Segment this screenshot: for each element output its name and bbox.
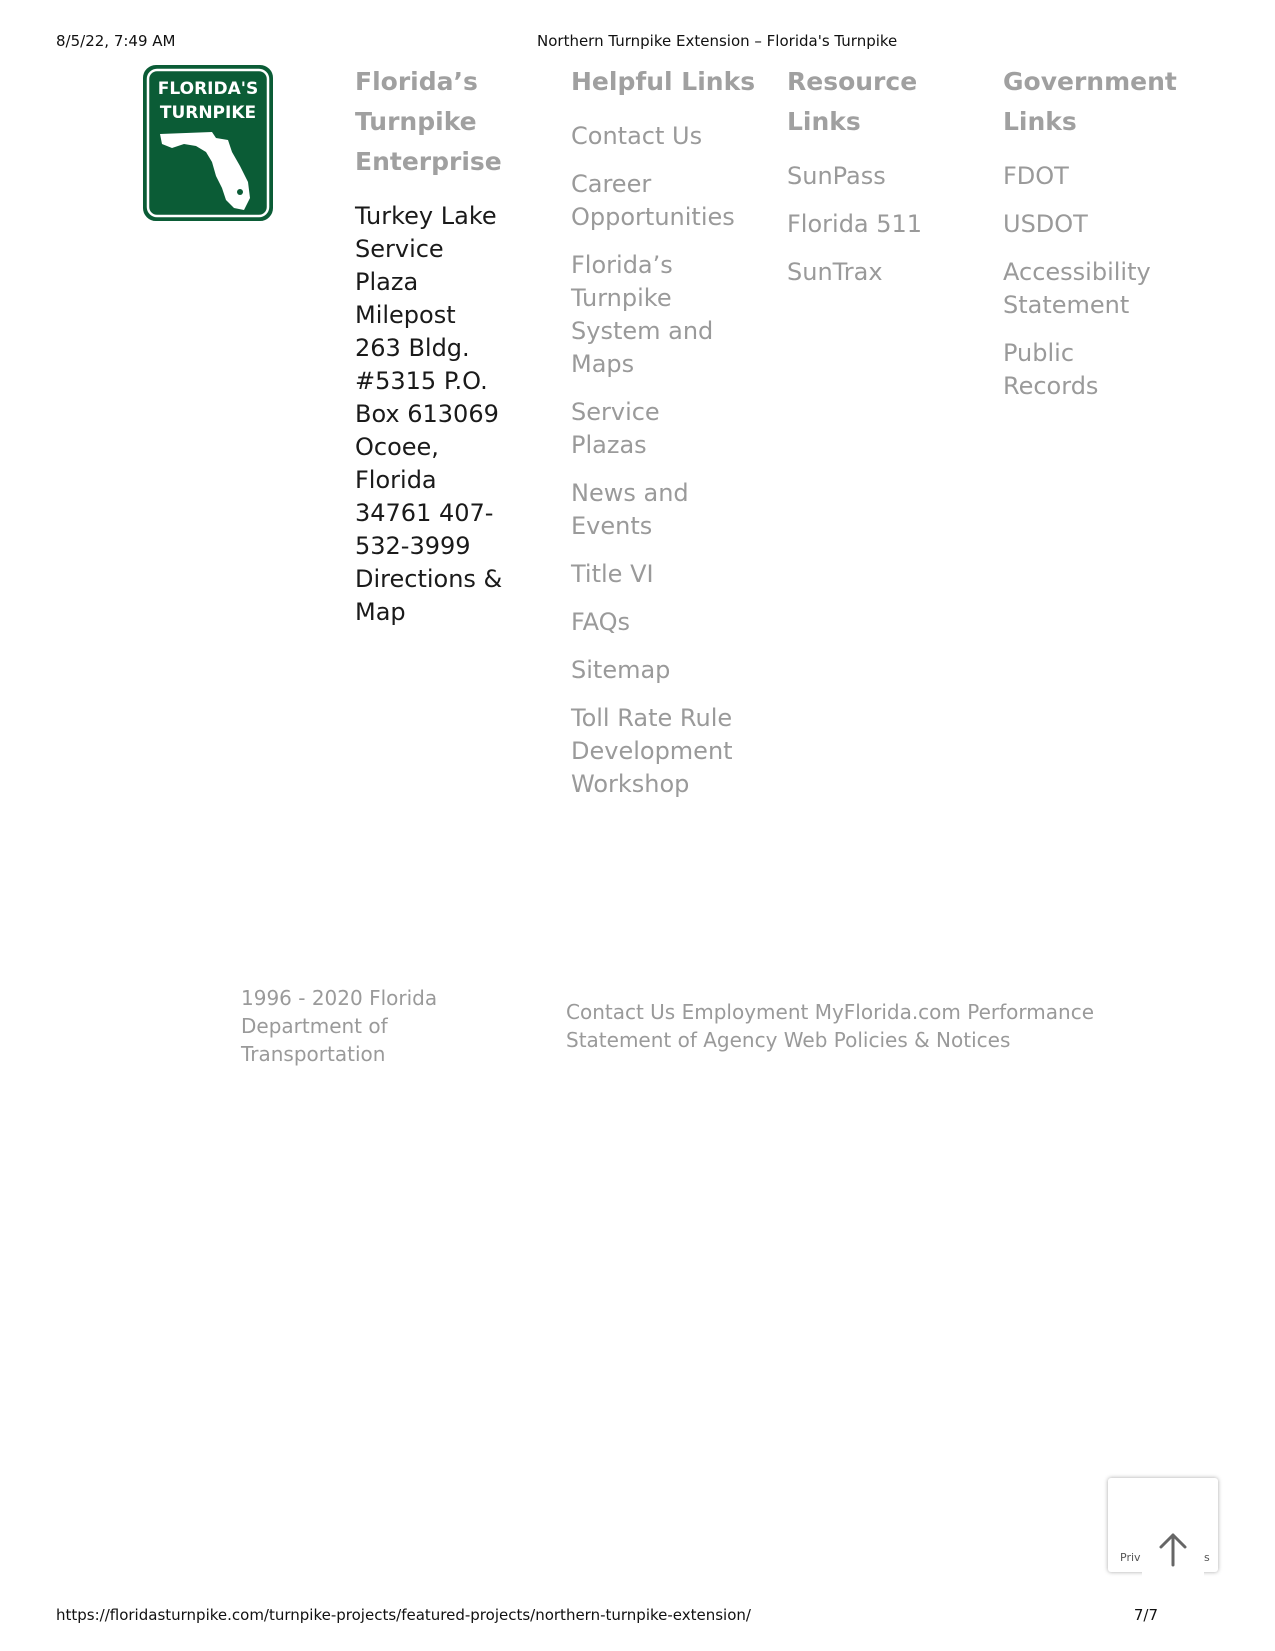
footer-link-performance[interactable]: Performance	[967, 1000, 1095, 1024]
link-florida-511[interactable]: Florida 511	[787, 210, 923, 238]
enterprise-column	[355, 62, 505, 629]
link-suntrax[interactable]: SunTrax	[787, 258, 883, 286]
link-news-and-events[interactable]: News and Events	[571, 479, 689, 540]
link-public-records[interactable]: Public Records	[1003, 339, 1099, 400]
link-sunpass[interactable]: SunPass	[787, 162, 886, 190]
link-service-plazas[interactable]: Service Plazas	[571, 398, 660, 459]
government-links-list	[1003, 160, 1203, 403]
link-fdot[interactable]: FDOT	[1003, 162, 1069, 190]
logo-text-line2: TURNPIKE	[159, 103, 257, 123]
print-url: https://floridasturnpike.com/turnpike-projects/featured-projects/northern-turnpike-extension/	[56, 1606, 751, 1624]
enterprise-address[interactable]: Turkey Lake Service Plaza Milepost 263 Bldg. #5315 P.O. Box 613069 Ocoee, Florida 34761 407-532-3999 Directions & Map	[355, 202, 503, 626]
logo-text-line1: FLORIDA'S	[157, 79, 259, 99]
helpful-links-list	[571, 120, 771, 801]
footer-link-myflorida[interactable]: MyFlorida.com	[814, 1000, 961, 1024]
resource-links-heading: Resource Links	[787, 67, 918, 136]
link-faqs[interactable]: FAQs	[571, 608, 630, 636]
floridas-turnpike-logo[interactable]	[142, 64, 274, 222]
link-sitemap[interactable]: Sitemap	[571, 656, 671, 684]
link-career-opportunities[interactable]: Career Opportunities	[571, 170, 735, 231]
link-usdot[interactable]: USDOT	[1003, 210, 1088, 238]
footer-links	[566, 998, 1126, 1054]
enterprise-heading: Florida’s Turnpike Enterprise	[355, 67, 502, 176]
link-contact-us[interactable]: Contact Us	[571, 122, 703, 150]
print-page-number: 7/7	[1133, 1606, 1158, 1624]
footer-link-web-policies[interactable]: Web Policies & Notices	[783, 1028, 1011, 1052]
print-datetime: 8/5/22, 7:49 AM	[56, 32, 176, 50]
recaptcha-privacy-text[interactable]: Priv	[1120, 1551, 1141, 1564]
link-system-and-maps[interactable]: Florida’s Turnpike System and Maps	[571, 251, 714, 378]
print-page-title: Northern Turnpike Extension – Florida's Turnpike	[537, 32, 898, 50]
government-links-column	[1003, 62, 1203, 418]
footer-link-statement-of-agency[interactable]: Statement of Agency	[566, 1028, 778, 1052]
link-accessibility-statement[interactable]: Accessibility Statement	[1003, 258, 1151, 319]
back-to-top-button[interactable]	[1142, 1520, 1204, 1580]
link-title-vi[interactable]: Title VI	[571, 560, 654, 588]
link-toll-rate-rule-workshop[interactable]: Toll Rate Rule Development Workshop	[571, 704, 733, 798]
resource-links-column	[787, 62, 987, 304]
helpful-links-column	[571, 62, 771, 816]
recaptcha-terms-text[interactable]: s	[1204, 1551, 1210, 1564]
government-links-heading: Government Links	[1003, 67, 1177, 136]
helpful-links-heading: Helpful Links	[571, 67, 756, 96]
resource-links-list	[787, 160, 987, 289]
footer-link-contact-us[interactable]: Contact Us	[566, 1000, 676, 1024]
arrow-up-icon	[1156, 1531, 1190, 1569]
footer-link-employment[interactable]: Employment	[681, 1000, 809, 1024]
copyright-text: 1996 - 2020 Florida Department of Transportation	[241, 986, 438, 1066]
